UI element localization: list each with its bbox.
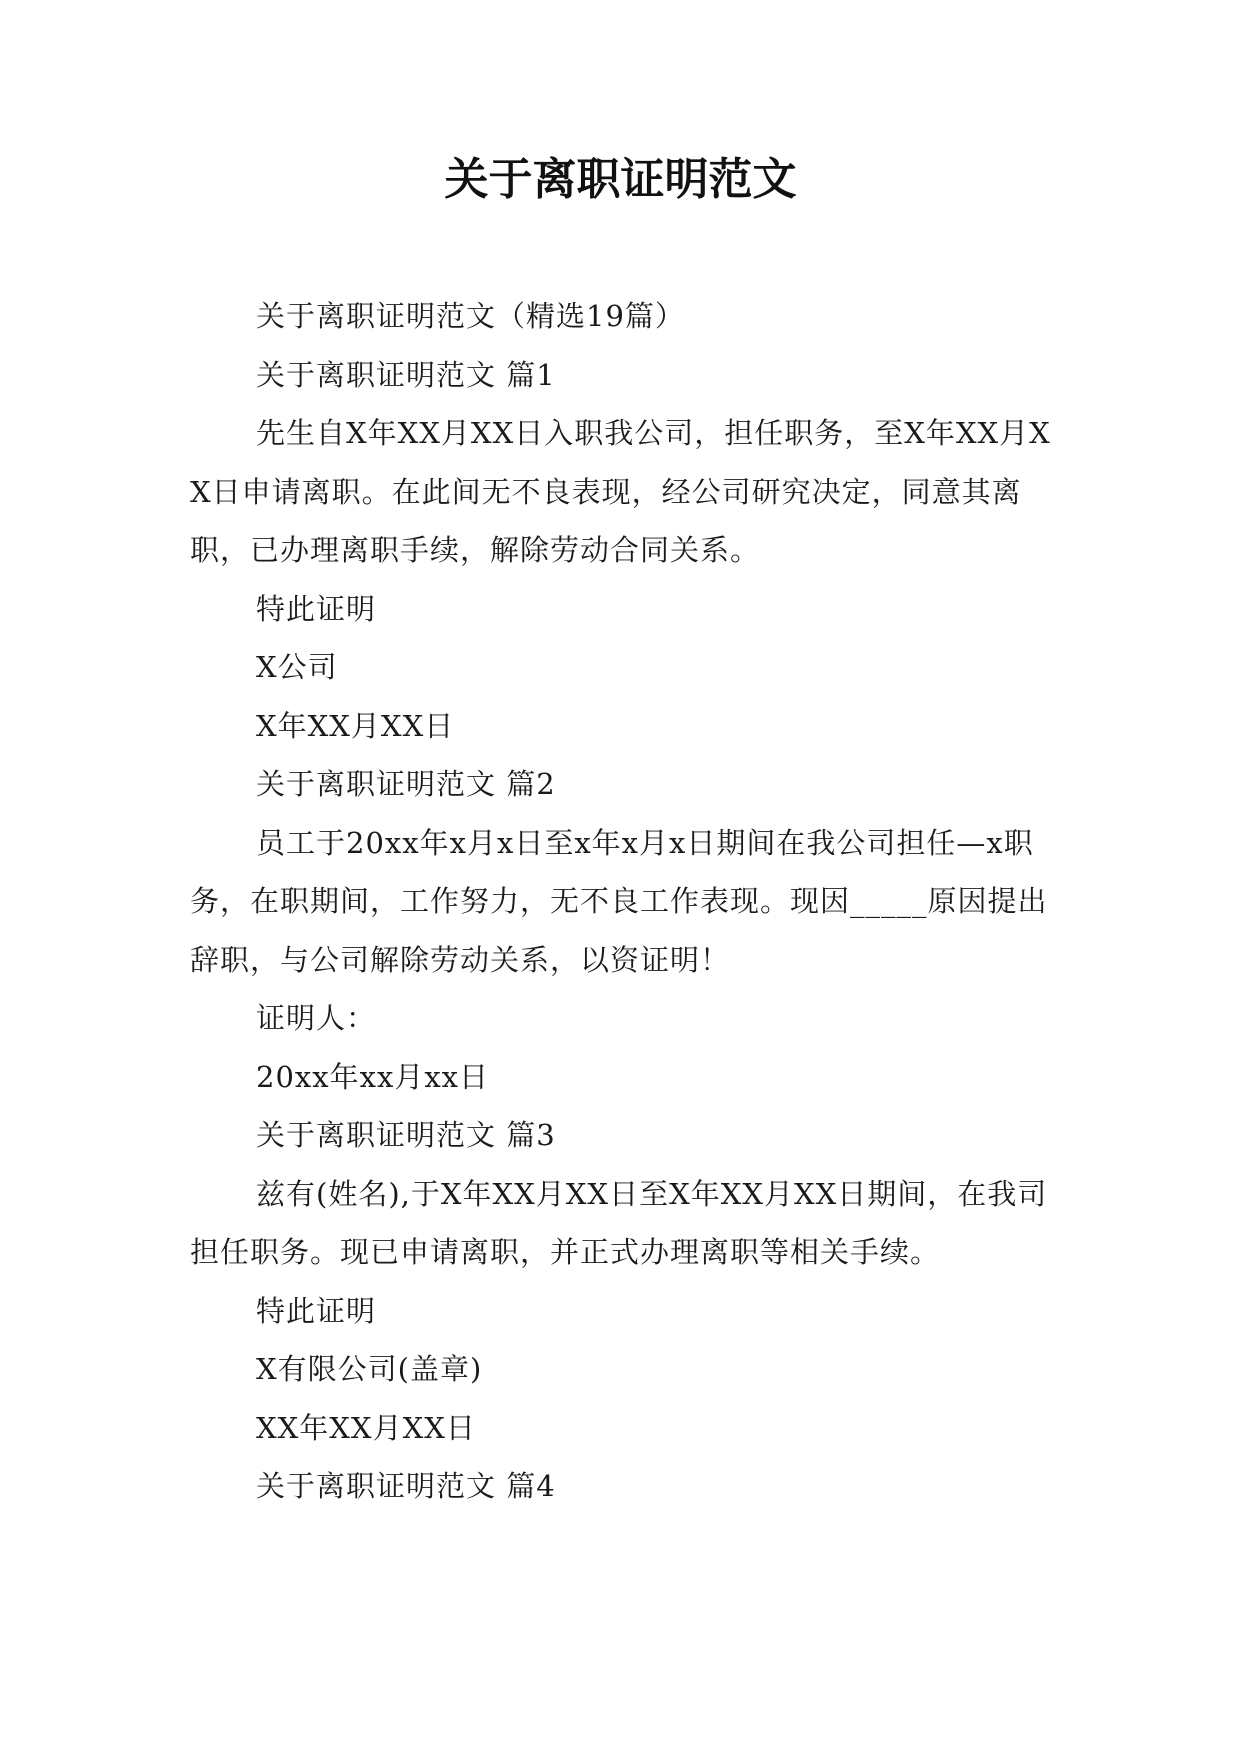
company-line: X公司: [256, 650, 338, 684]
document-body: [190, 287, 1070, 1516]
section-heading-4: 关于离职证明范文 篇4: [256, 1469, 556, 1503]
subtitle-paragraph: 关于离职证明范文（精选19篇）: [256, 299, 685, 333]
body-paragraph: 员工于20xx年x月x日至x年x月x日期间在我公司担任—x职务，在职期间，工作努力，无不良工作表现。现因_____原因提出辞职，与公司解除劳动关系，以资证明！: [190, 825, 1048, 977]
document-title: 关于离职证明范文: [444, 154, 797, 205]
body-paragraph: 兹有(姓名),于X年XX月XX日至X年XX月XX日期间，在我司担任职务。现已申请离职，并正式办理离职等相关手续。: [190, 1176, 1048, 1269]
closing-line: 特此证明: [256, 591, 377, 626]
date-line: X年XX月XX日: [256, 708, 455, 743]
body-paragraph: 先生自X年XX月XX日入职我公司，担任职务，至X年XX月XX日申请离职。在此间无不良表现，经公司研究决定，同意其离职，已办理离职手续，解除劳动合同关系。: [190, 416, 1051, 567]
closing-line: 特此证明: [256, 1293, 377, 1328]
section-heading-1: 关于离职证明范文 篇1: [256, 357, 556, 392]
company-line: X有限公司(盖章): [256, 1352, 483, 1386]
date-line: XX年XX月XX日: [256, 1410, 476, 1445]
date-line: 20xx年xx月xx日: [256, 1059, 490, 1094]
signer-line: 证明人：: [256, 1001, 377, 1035]
section-heading-3: 关于离职证明范文 篇3: [256, 1118, 556, 1152]
section-heading-2: 关于离职证明范文 篇2: [256, 767, 556, 801]
